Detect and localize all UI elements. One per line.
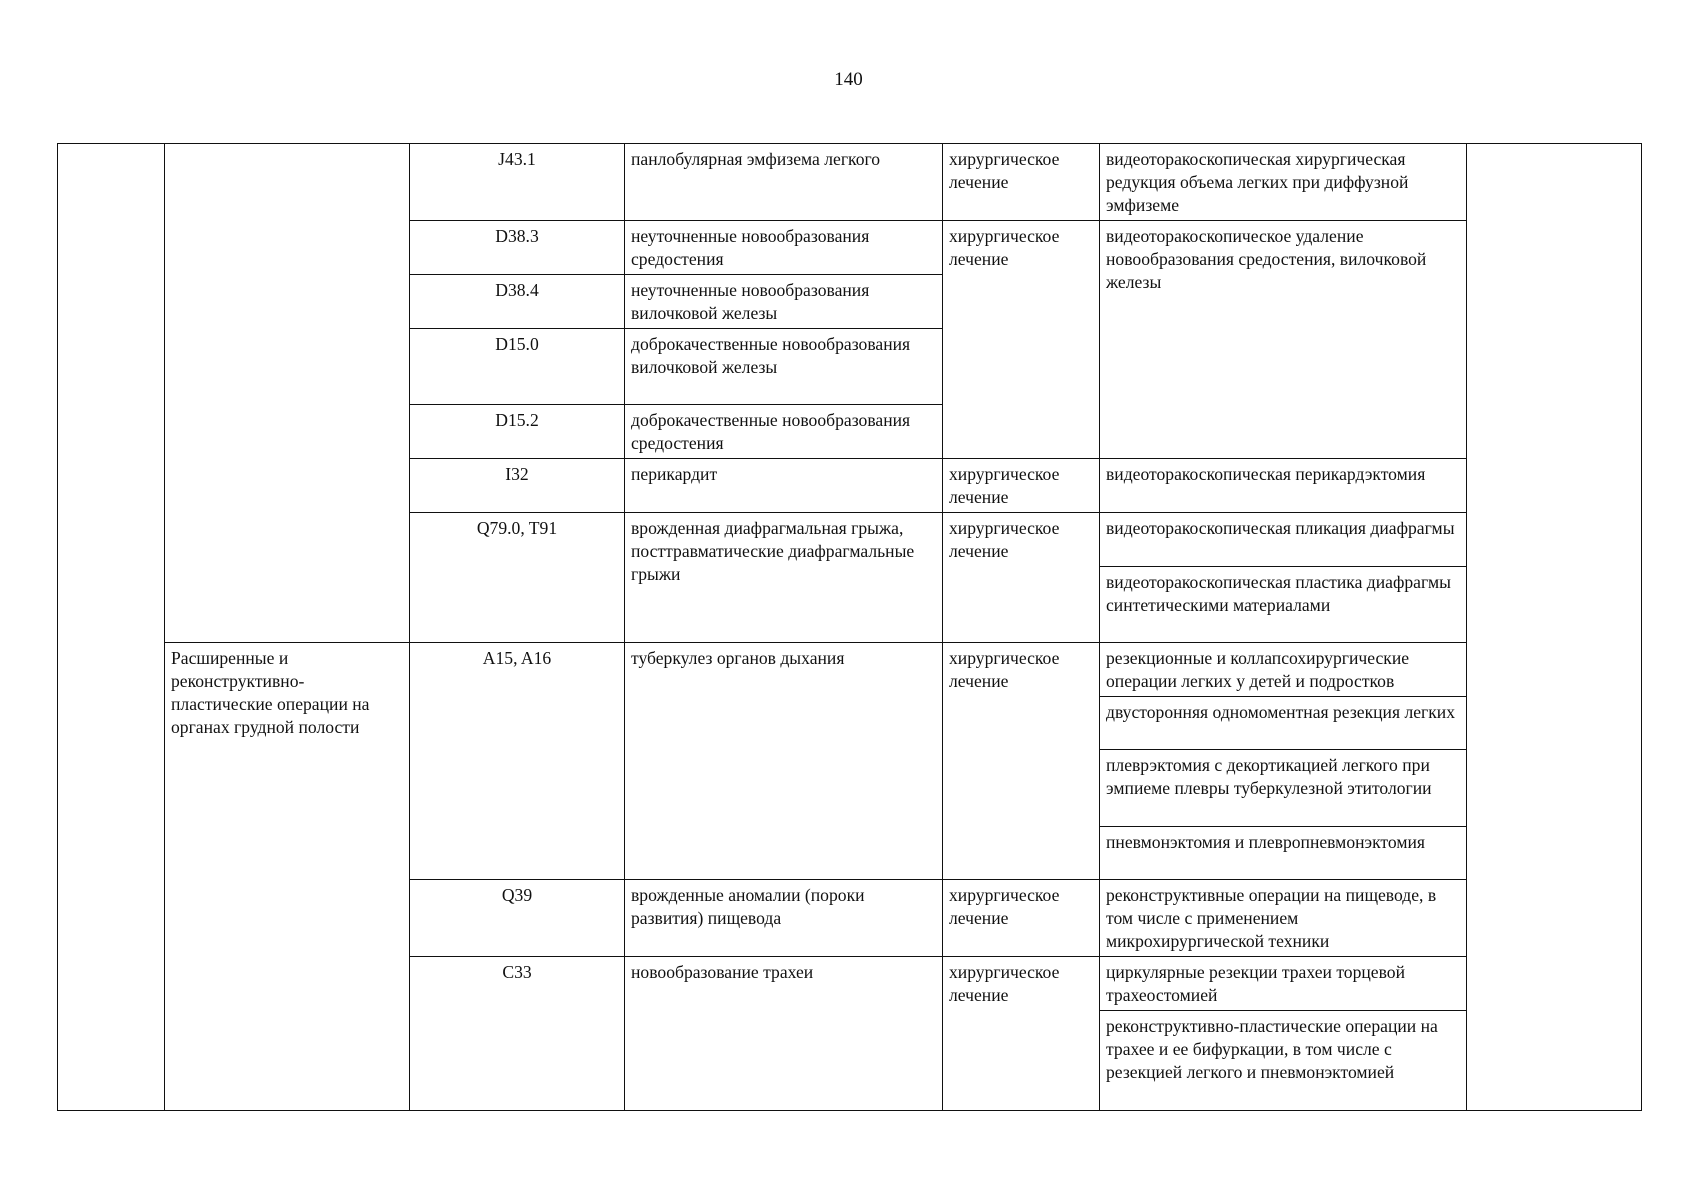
treatment-cell: хирургическое лечение <box>943 957 1100 1111</box>
method-cell: плеврэктомия с декортикацией легкого при эмпиеме плевры туберкулезной этитологии <box>1100 750 1467 827</box>
diagnosis-cell: врожденные аномалии (пороки развития) пищевода <box>625 880 943 957</box>
table-row <box>58 144 1642 221</box>
code-cell: Q79.0, T91 <box>410 513 625 643</box>
code-cell: D15.0 <box>410 329 625 405</box>
method-cell: видеоторакоскопическая пластика диафрагмы синтетическими материалами <box>1100 567 1467 643</box>
method-cell: видеоторакоскопическая хирургическая редукция объема легких при диффузной эмфиземе <box>1100 144 1467 221</box>
diagnosis-cell: доброкачественные новообразования вилочковой железы <box>625 329 943 405</box>
extra-column-cell <box>1467 144 1642 1111</box>
treatment-cell: хирургическое лечение <box>943 513 1100 643</box>
method-cell: циркулярные резекции трахеи торцевой трахеостомией <box>1100 957 1467 1011</box>
method-cell: пневмонэктомия и плевропневмонэктомия <box>1100 827 1467 880</box>
code-cell: D15.2 <box>410 405 625 459</box>
code-cell: D38.3 <box>410 221 625 275</box>
method-cell: резекционные и коллапсохирургические операции легких у детей и подростков <box>1100 643 1467 697</box>
method-cell: видеоторакоскопическая перикардэктомия <box>1100 459 1467 513</box>
treatment-cell: хирургическое лечение <box>943 221 1100 459</box>
diagnosis-cell: неуточненные новообразования средостения <box>625 221 943 275</box>
code-cell: D38.4 <box>410 275 625 329</box>
group-cell-empty <box>165 144 410 643</box>
treatment-cell: хирургическое лечение <box>943 144 1100 221</box>
treatment-cell: хирургическое лечение <box>943 643 1100 880</box>
treatment-cell: хирургическое лечение <box>943 880 1100 957</box>
group-label-cell: Расширенные и реконструктивно-пластические операции на органах грудной полости <box>165 643 410 1111</box>
diagnosis-cell: перикардит <box>625 459 943 513</box>
diagnosis-cell: туберкулез органов дыхания <box>625 643 943 880</box>
code-cell: J43.1 <box>410 144 625 221</box>
method-cell: реконструктивно-пластические операции на трахее и ее бифуркации, в том числе с резекцией легкого и пневмонэктомией <box>1100 1011 1467 1111</box>
page-number: 140 <box>834 69 863 90</box>
diagnosis-cell: неуточненные новообразования вилочковой железы <box>625 275 943 329</box>
method-cell: видеоторакоскопическая пликация диафрагмы <box>1100 513 1467 567</box>
code-cell: I32 <box>410 459 625 513</box>
method-cell: реконструктивные операции на пищеводе, в том числе с применением микрохирургической техники <box>1100 880 1467 957</box>
diagnosis-cell: новообразование трахеи <box>625 957 943 1111</box>
number-column-cell <box>58 144 165 1111</box>
code-cell: Q39 <box>410 880 625 957</box>
diagnosis-cell: врожденная диафрагмальная грыжа, посттравматические диафрагмальные грыжи <box>625 513 943 643</box>
procedures-table <box>57 143 1642 1111</box>
treatment-cell: хирургическое лечение <box>943 459 1100 513</box>
code-cell: A15, A16 <box>410 643 625 880</box>
diagnosis-cell: панлобулярная эмфизема легкого <box>625 144 943 221</box>
table-row <box>58 643 1642 697</box>
method-cell: видеоторакоскопическое удаление новообразования средостения, вилочковой железы <box>1100 221 1467 459</box>
method-cell: двусторонняя одномоментная резекция легких <box>1100 697 1467 750</box>
diagnosis-cell: доброкачественные новообразования средостения <box>625 405 943 459</box>
code-cell: C33 <box>410 957 625 1111</box>
